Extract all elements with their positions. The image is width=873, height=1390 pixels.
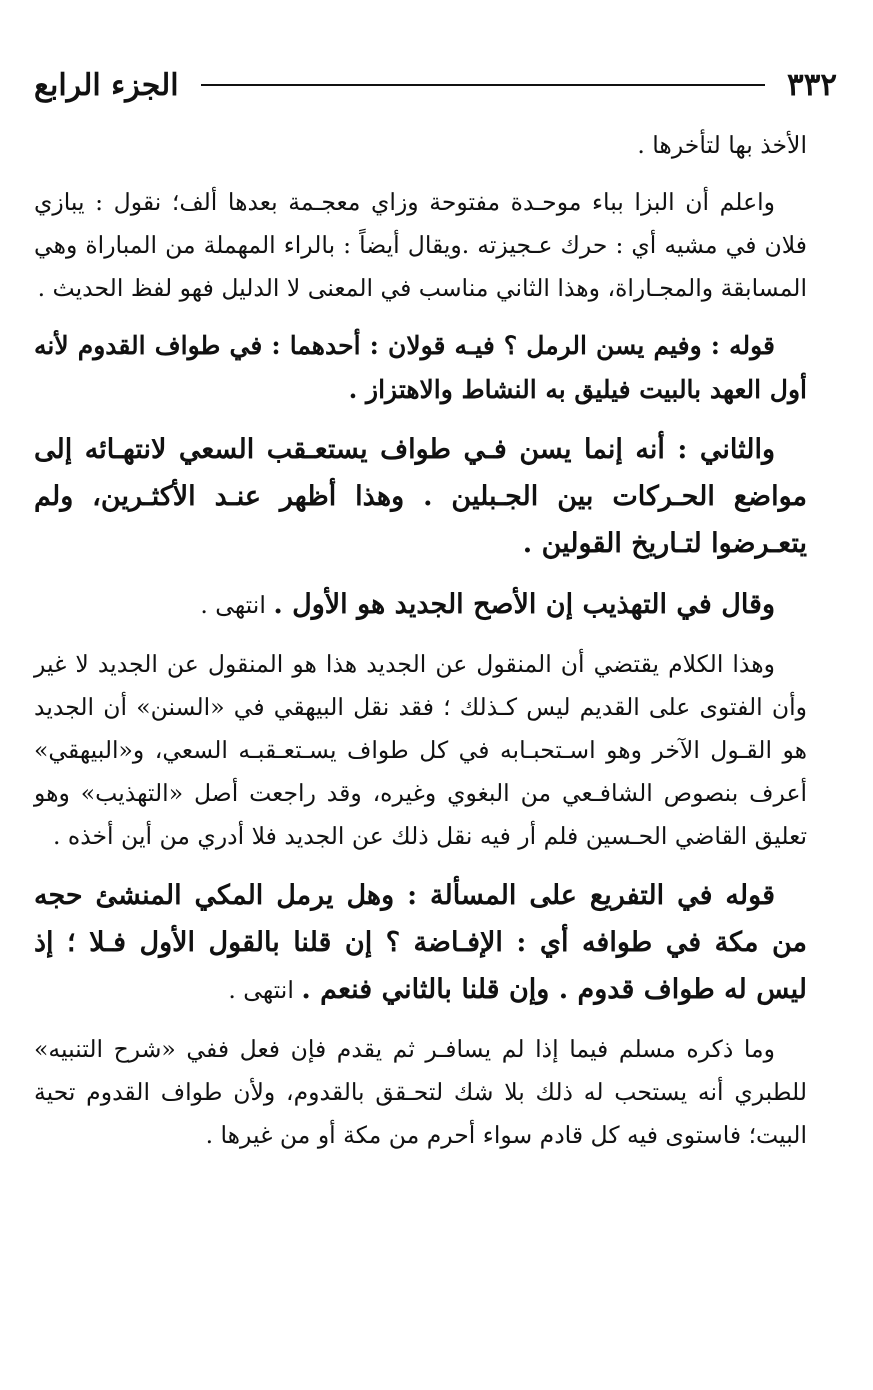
header-rule [201,84,765,86]
intaha-label: انتهى . [228,976,302,1004]
paragraph-quote-raml: قوله : وفيم يسن الرمل ؟ فيـه قولان : أحدهما : في طواف القدوم لأنه أول العهد بالبيت فيليق به النشاط والاهتزاز . [34,331,807,404]
running-title: الجزء الرابع [34,67,179,103]
paragraph-tafri-quote [34,872,807,1014]
page-number: ٣٣٢ [787,67,837,103]
intaha-label: انتهى . [200,591,274,619]
page-header [34,60,837,110]
paragraph-commentary-qudum: وما ذكره مسلم فيما إذا لم يسافـر ثم يقدم فإن فعل ففي «شرح التنبيه» للطبري أنه يستحب له ذلك بلا شك لتحـقق بالقدوم، ولأن طواف القدوم تحية البيت؛ فاستوى فيه كل قادم سواء أحرم من مكة أو من غيرها . [34,1035,807,1149]
page-body [34,124,807,1165]
tahdhib-quote-text: وقال في التهذيب إن الأصح الجديد هو الأول . [273,589,775,620]
paragraph-tahdhib-quote [34,581,807,629]
paragraph-continuation: الأخذ بها لتأخرها . [637,131,807,159]
tafri-quote-text: قوله في التفريع على المسألة : وهل يرمل المكي المنشئ حجه من مكة في طوافه أي : الإفـاضة ؟ إن قلنا بالقول الأول فـلا ؛ إذ ليس له طواف قدوم . وإن قلنا بالثاني فنعم . [34,880,807,1005]
paragraph-second-opinion: والثاني : أنه إنما يسن فـي طواف يستعـقب السعي لانتهـائه إلى مواضع الحـركات بين الجـبلين . وهذا أظهر عنـد الأكثـرين، ولم يتعـرضوا لتـاريخ القولين . [34,434,807,559]
paragraph-commentary-jadid: وهذا الكلام يقتضي أن المنقول عن الجديد هذا هو المنقول عن الجديد لا غير وأن الفتوى على القديم ليس كـذلك ؛ فقد نقل البيهقي في «السنن» أن الجديد هو القـول الآخر وهو اسـتحبـابه في كل طواف يسـتعـقبـه السعي، و«البيهقي» أعرف بنصوص الشافـعي من البغوي وغيره، وقد راجعت أصل «التهذيب» وهو تعليق القاضي الحـسين فلم أر فيه نقل ذلك عن الجديد فلا أدري من أين أخذه . [34,650,807,850]
paragraph-explanation-bazaa: واعلم أن البزا بباء موحـدة مفتوحة وزاي معجـمة بعدها ألف؛ نقول : يبازي فلان في مشيه أي : حرك عـجيزته .ويقال أيضاً : بالراء المهملة من المباراة وهي المسابقة والمجـاراة، وهذا الثاني مناسب في المعنى لا الدليل فهو لفظ الحديث . [34,188,807,302]
